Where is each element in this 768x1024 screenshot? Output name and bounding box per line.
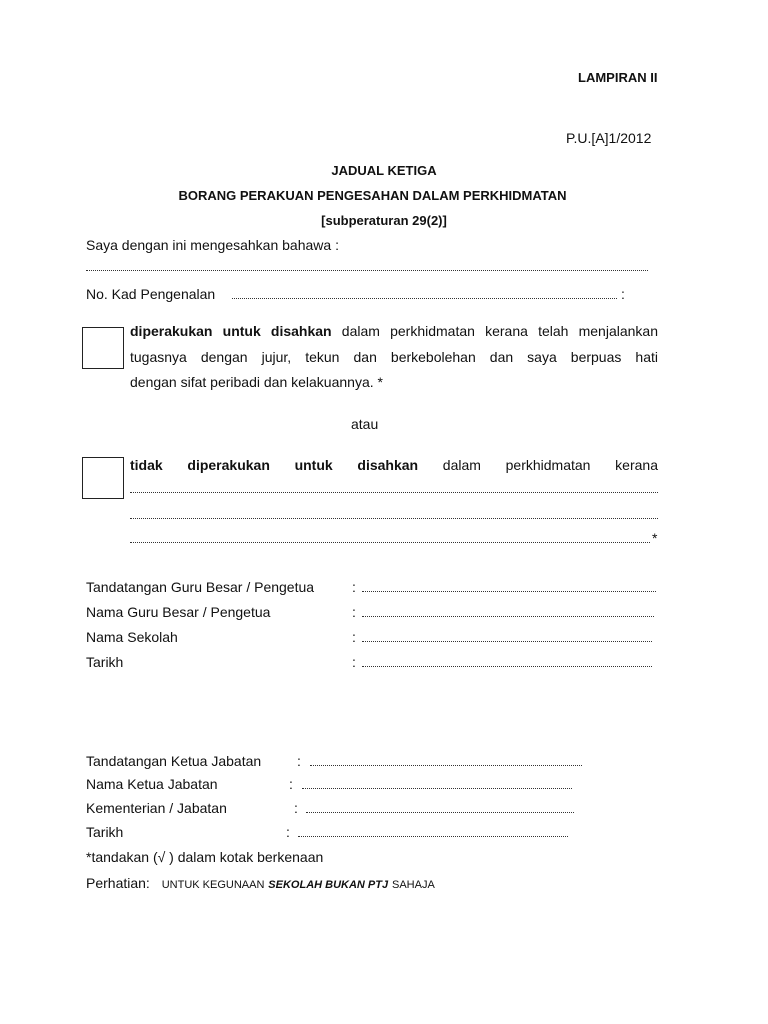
reason-line-1[interactable] (130, 492, 658, 493)
form-title: BORANG PERAKUAN PENGESAHAN DALAM PERKHIDMATAN (178, 188, 567, 203)
principal-date-field[interactable] (362, 666, 652, 667)
principal-signature-colon: : (352, 579, 356, 595)
ministry-colon: : (294, 800, 298, 816)
not-certified-line-1 (130, 457, 658, 473)
word-disahkan: disahkan (357, 457, 419, 473)
head-signature-field[interactable] (310, 765, 582, 766)
form-schedule-title: JADUAL KETIGA (331, 163, 437, 178)
word-diperakukan: diperakukan (187, 457, 270, 473)
ministry-field[interactable] (306, 812, 574, 813)
head-signature-label: Tandatangan Ketua Jabatan (86, 753, 262, 769)
head-name-field[interactable] (302, 788, 572, 789)
attention-label: Perhatian: (86, 875, 150, 891)
school-name-label: Nama Sekolah (86, 629, 178, 645)
principal-signature-label: Tandatangan Guru Besar / Pengetua (86, 579, 315, 595)
reason-line-3[interactable] (130, 542, 650, 543)
certified-line-2: tugasnya dengan jujur, tekun dan berkebolehan dan saya berpuas hati (130, 349, 658, 365)
certified-checkbox[interactable] (82, 327, 124, 369)
ministry-label: Kementerian / Jabatan (86, 800, 227, 816)
head-signature-colon: : (297, 753, 301, 769)
certified-line-1-rest: dalam perkhidmatan kerana telah menjalankan (341, 323, 658, 339)
principal-date-colon: : (352, 654, 356, 670)
tick-instruction: *tandakan (√ ) dalam kotak berkenaan (86, 849, 324, 865)
attention-bold: SEKOLAH BUKAN PTJ (268, 879, 389, 891)
reference-number: P.U.[A]1/2012 (566, 130, 652, 146)
word-perkhidmatan: perkhidmatan (505, 457, 591, 473)
reason-line-2[interactable] (130, 518, 658, 519)
attention-note (86, 875, 435, 891)
school-name-colon: : (352, 629, 356, 645)
word-tidak: tidak (130, 457, 163, 473)
ic-colon: : (621, 286, 625, 302)
or-text: atau (351, 416, 379, 432)
certified-bold-text: diperakukan untuk disahkan (130, 323, 332, 339)
head-date-colon: : (286, 824, 290, 840)
certified-line-1 (130, 323, 658, 339)
attention-pre: UNTUK KEGUNAAN (161, 879, 265, 891)
head-name-colon: : (289, 776, 293, 792)
lampiran-label: LAMPIRAN II (578, 70, 658, 85)
ic-label: No. Kad Pengenalan (86, 286, 216, 302)
attention-post: SAHAJA (391, 879, 435, 891)
head-date-field[interactable] (298, 836, 568, 837)
reason-star: * (652, 530, 658, 546)
regulation-reference: [subperaturan 29(2)] (321, 213, 447, 228)
word-kerana: kerana (615, 457, 658, 473)
principal-name-field[interactable] (362, 616, 654, 617)
principal-name-colon: : (352, 604, 356, 620)
principal-signature-field[interactable] (362, 591, 656, 592)
not-certified-checkbox[interactable] (82, 457, 124, 499)
principal-date-label: Tarikh (86, 654, 124, 670)
certified-line-3: dengan sifat peribadi dan kelakuannya. * (130, 374, 383, 390)
head-name-label: Nama Ketua Jabatan (86, 776, 218, 792)
name-field[interactable] (86, 270, 648, 271)
head-date-label: Tarikh (86, 824, 124, 840)
principal-name-label: Nama Guru Besar / Pengetua (86, 604, 271, 620)
intro-statement: Saya dengan ini mengesahkan bahawa : (86, 237, 339, 253)
ic-number-field[interactable] (232, 298, 617, 299)
word-dalam: dalam (442, 457, 481, 473)
word-untuk: untuk (294, 457, 333, 473)
school-name-field[interactable] (362, 641, 652, 642)
